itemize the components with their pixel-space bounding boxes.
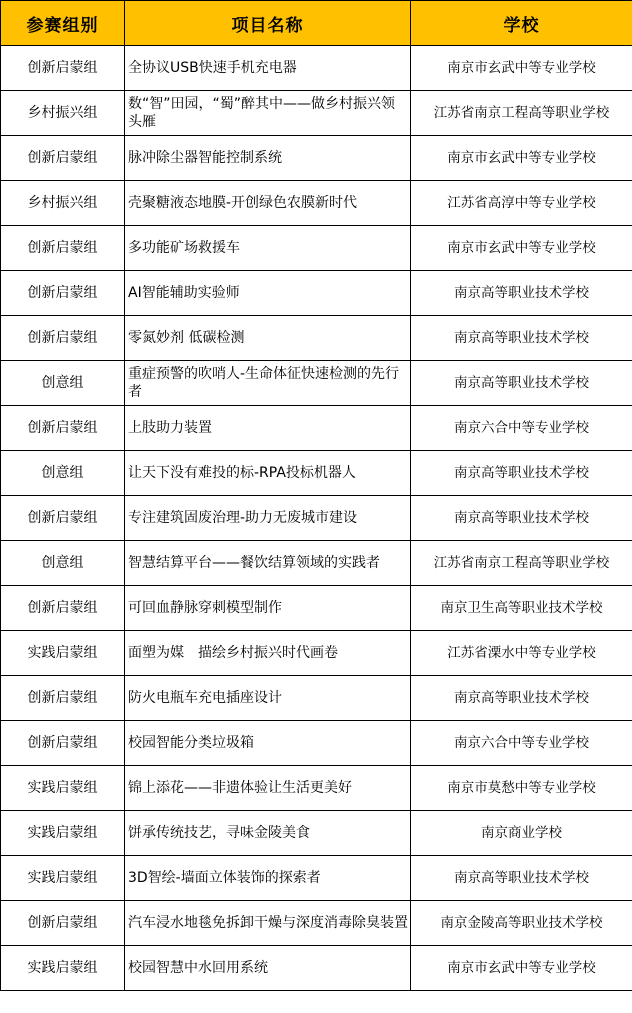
project-name-cell: 汽车浸水地毯免拆卸干燥与深度消毒除臭装置: [125, 901, 411, 946]
group-cell: 创新启蒙组: [1, 496, 125, 541]
project-name-cell: 零氮妙剂 低碳检测: [125, 316, 411, 361]
table-row: [1, 631, 632, 676]
project-name-cell: 重症预警的吹哨人-生命体征快速检测的先行者: [125, 361, 411, 406]
school-cell: 南京市莫愁中等专业学校: [411, 766, 632, 811]
school-cell: 南京市玄武中等专业学校: [411, 46, 632, 91]
school-cell: 南京高等职业技术学校: [411, 496, 632, 541]
group-cell: 创新启蒙组: [1, 901, 125, 946]
table-header: [1, 1, 632, 46]
school-cell: 南京高等职业技术学校: [411, 361, 632, 406]
table-row: [1, 46, 632, 91]
school-cell: 南京高等职业技术学校: [411, 676, 632, 721]
project-name-cell: 壳聚糖液态地膜-开创绿色农膜新时代: [125, 181, 411, 226]
school-cell: 江苏省高淳中等专业学校: [411, 181, 632, 226]
table-row: [1, 676, 632, 721]
project-name-cell: 多功能矿场救援车: [125, 226, 411, 271]
project-name-cell: 可回血静脉穿刺模型制作: [125, 586, 411, 631]
school-cell: 南京市玄武中等专业学校: [411, 946, 632, 991]
group-cell: 创新启蒙组: [1, 226, 125, 271]
project-name-cell: 锦上添花——非遗体验让生活更美好: [125, 766, 411, 811]
header-project: 项目名称: [125, 1, 411, 46]
project-name-cell: 校园智能分类垃圾箱: [125, 721, 411, 766]
table-row: [1, 811, 632, 856]
header-school: 学校: [411, 1, 632, 46]
group-cell: 创新启蒙组: [1, 406, 125, 451]
project-name-cell: 面塑为媒 描绘乡村振兴时代画卷: [125, 631, 411, 676]
school-cell: 江苏省溧水中等专业学校: [411, 631, 632, 676]
project-name-cell: 饼承传统技艺，寻味金陵美食: [125, 811, 411, 856]
table-row: [1, 136, 632, 181]
table-row: [1, 541, 632, 586]
group-cell: 创新启蒙组: [1, 136, 125, 181]
project-name-cell: 上肢助力装置: [125, 406, 411, 451]
school-cell: 南京六合中等专业学校: [411, 721, 632, 766]
group-cell: 创新启蒙组: [1, 316, 125, 361]
project-name-cell: 3D智绘-墙面立体装饰的探索者: [125, 856, 411, 901]
group-cell: 乡村振兴组: [1, 181, 125, 226]
project-name-cell: 防火电瓶车充电插座设计: [125, 676, 411, 721]
table-row: [1, 766, 632, 811]
project-name-cell: AI智能辅助实验师: [125, 271, 411, 316]
group-cell: 乡村振兴组: [1, 91, 125, 136]
school-cell: 南京市玄武中等专业学校: [411, 136, 632, 181]
group-cell: 实践启蒙组: [1, 631, 125, 676]
school-cell: 南京高等职业技术学校: [411, 856, 632, 901]
header-row: [1, 1, 632, 46]
group-cell: 创新启蒙组: [1, 721, 125, 766]
table-row: [1, 946, 632, 991]
table-row: [1, 226, 632, 271]
group-cell: 创新启蒙组: [1, 586, 125, 631]
header-group: 参赛组别: [1, 1, 125, 46]
group-cell: 实践启蒙组: [1, 856, 125, 901]
school-cell: 南京六合中等专业学校: [411, 406, 632, 451]
school-cell: 南京高等职业技术学校: [411, 316, 632, 361]
group-cell: 创新启蒙组: [1, 46, 125, 91]
project-name-cell: 智慧结算平台——餐饮结算领域的实践者: [125, 541, 411, 586]
table-row: [1, 856, 632, 901]
school-cell: 南京高等职业技术学校: [411, 271, 632, 316]
school-cell: 江苏省南京工程高等职业学校: [411, 541, 632, 586]
table-row: [1, 721, 632, 766]
table-row: [1, 901, 632, 946]
group-cell: 创意组: [1, 361, 125, 406]
table-row: [1, 496, 632, 541]
table-row: [1, 181, 632, 226]
project-name-cell: 专注建筑固废治理-助力无废城市建设: [125, 496, 411, 541]
project-name-cell: 校园智慧中水回用系统: [125, 946, 411, 991]
table-row: [1, 451, 632, 496]
group-cell: 创意组: [1, 541, 125, 586]
project-name-cell: 让天下没有难投的标-RPA投标机器人: [125, 451, 411, 496]
school-cell: 南京高等职业技术学校: [411, 451, 632, 496]
table-row: [1, 316, 632, 361]
school-cell: 南京市玄武中等专业学校: [411, 226, 632, 271]
table-row: [1, 406, 632, 451]
school-cell: 江苏省南京工程高等职业学校: [411, 91, 632, 136]
project-name-cell: 数“智”田园，“蜀”醉其中——做乡村振兴领头雁: [125, 91, 411, 136]
school-cell: 南京商业学校: [411, 811, 632, 856]
group-cell: 创新启蒙组: [1, 271, 125, 316]
project-name-cell: 脉冲除尘器智能控制系统: [125, 136, 411, 181]
group-cell: 创新启蒙组: [1, 676, 125, 721]
group-cell: 创意组: [1, 451, 125, 496]
table-row: [1, 271, 632, 316]
school-cell: 南京卫生高等职业技术学校: [411, 586, 632, 631]
table-row: [1, 361, 632, 406]
group-cell: 实践启蒙组: [1, 811, 125, 856]
school-cell: 南京金陵高等职业技术学校: [411, 901, 632, 946]
table-row: [1, 91, 632, 136]
table-body: [1, 46, 632, 991]
group-cell: 实践启蒙组: [1, 766, 125, 811]
project-name-cell: 全协议USB快速手机充电器: [125, 46, 411, 91]
table-row: [1, 586, 632, 631]
group-cell: 实践启蒙组: [1, 946, 125, 991]
